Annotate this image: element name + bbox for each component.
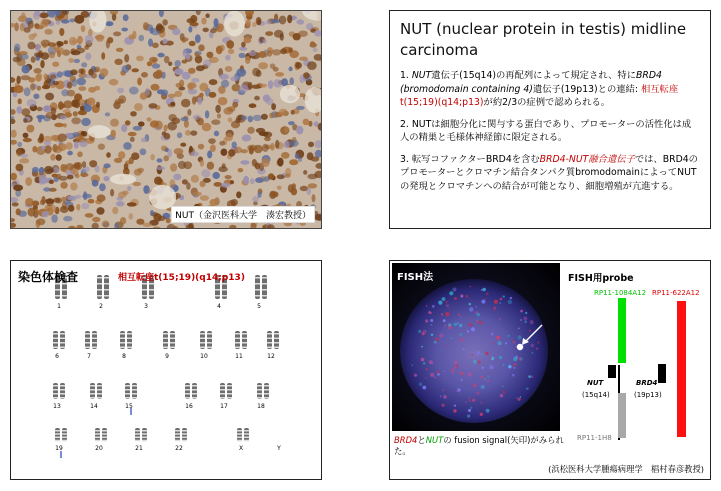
chromosome-label: 20 bbox=[95, 445, 103, 452]
gray-probe-bar bbox=[618, 393, 626, 438]
chromosome-label: 19 bbox=[55, 445, 63, 452]
p1-text-d: が約2/3の症例で認められる。 bbox=[483, 97, 611, 108]
chromosome-label: 8 bbox=[122, 353, 126, 360]
chromosome-label: X bbox=[238, 445, 244, 452]
p3-text-b: では、BRD4のプロモーターとクロマチン結合タンパク質bromodomainによってNUTの発現とクロマチンへの結合が可能となり、細胞増殖が亢進する。 bbox=[400, 153, 698, 192]
translocation-label: 相互転座t(15;19)(q14;p13) bbox=[118, 273, 245, 283]
fish-panel bbox=[389, 260, 711, 480]
chromosome-label: 22 bbox=[175, 445, 183, 452]
nut-locus: (15q14) bbox=[582, 391, 610, 399]
karyotype-title: 染色体検査 bbox=[18, 270, 79, 284]
nut-locus-box bbox=[608, 365, 616, 378]
chromosome-label: 7 bbox=[87, 353, 91, 360]
green-probe-bar bbox=[618, 298, 626, 363]
cap-rest: の fusion signal(矢印)がみられた。 bbox=[394, 435, 564, 456]
cap-brd4: BRD4 bbox=[394, 435, 418, 445]
p3-fusion-gene: BRD4-NUT融合遺伝子 bbox=[539, 153, 635, 165]
brd4-label: BRD4 bbox=[636, 379, 658, 387]
nut-label: NUT bbox=[587, 379, 604, 387]
karyotype-panel bbox=[10, 260, 322, 480]
p1-text-c: 遺伝子(19p13)との連結: bbox=[532, 83, 641, 95]
karyotype-image bbox=[11, 261, 323, 481]
gray-probe-label: RP11-1H8 bbox=[577, 434, 612, 442]
chromosome-label: 18 bbox=[257, 403, 265, 410]
p1-num: 1. bbox=[400, 70, 412, 81]
chromosome-label: 16 bbox=[185, 403, 193, 410]
paragraph-3 bbox=[400, 153, 700, 194]
p1-brd: BRD4 (bromodomain containing 4) bbox=[400, 70, 662, 95]
red-probe-label: RP11-622A12 bbox=[652, 289, 700, 297]
probe-title: FISH用probe bbox=[568, 273, 634, 284]
paragraph-2: 2. NUTは細胞分化に関与する蛋白であり、プロモーターの活性化は成人の精巣と毛様体神経節に限定される。 bbox=[400, 118, 692, 143]
chromosome-label: 6 bbox=[55, 353, 59, 360]
chromosome-label: 10 bbox=[200, 353, 208, 360]
chromosome-label: 4 bbox=[217, 303, 221, 310]
panel-title: NUT (nuclear protein in testis) midline carcinoma bbox=[400, 20, 687, 59]
chromosome-label: 12 bbox=[267, 353, 275, 360]
chromosome-label: 14 bbox=[90, 403, 98, 410]
chromosome-label: Y bbox=[277, 445, 281, 452]
red-probe-bar bbox=[677, 301, 686, 437]
cap-nut: NUT bbox=[425, 435, 444, 445]
chromosome-label: 11 bbox=[235, 353, 243, 360]
chromosome-label: 21 bbox=[135, 445, 143, 452]
p1-text-b: 遺伝子(15q14)の再配列によって規定され、特に bbox=[431, 70, 636, 81]
brd4-locus: (19p13) bbox=[634, 391, 662, 399]
chromosome-label: 15 bbox=[125, 403, 133, 410]
p1-translocation: 相互転座t(15;19)(q14;p13) bbox=[400, 83, 679, 108]
chromosome-label: 2 bbox=[99, 303, 103, 310]
ihc-caption: NUT（金沢医科大学 湊宏教授） bbox=[171, 206, 315, 223]
green-probe-label: RP11-1084A12 bbox=[594, 289, 647, 297]
p1-gene: NUT bbox=[411, 70, 432, 81]
p3-text-a: 3. 転写コファクターBRD4を含む bbox=[400, 153, 540, 165]
ihc-stain-image bbox=[11, 11, 322, 229]
cap-and: と bbox=[417, 435, 426, 445]
chromosome-label: 17 bbox=[220, 403, 228, 410]
paragraph-1 bbox=[400, 69, 700, 110]
description-panel bbox=[389, 10, 711, 229]
brd4-locus-box bbox=[658, 364, 666, 383]
chromosome-label: 9 bbox=[165, 353, 169, 360]
chromosome-label: 3 bbox=[144, 303, 148, 310]
chromosome-label: 1 bbox=[57, 303, 61, 310]
chromosome-label: 5 bbox=[257, 303, 261, 310]
credit: (浜松医科大学腫瘍病理学 椙村春彦教授) bbox=[548, 464, 704, 474]
ihc-image-panel bbox=[10, 10, 322, 229]
fish-title: FISH法 bbox=[397, 272, 434, 283]
chromosome-label: 13 bbox=[53, 403, 61, 410]
